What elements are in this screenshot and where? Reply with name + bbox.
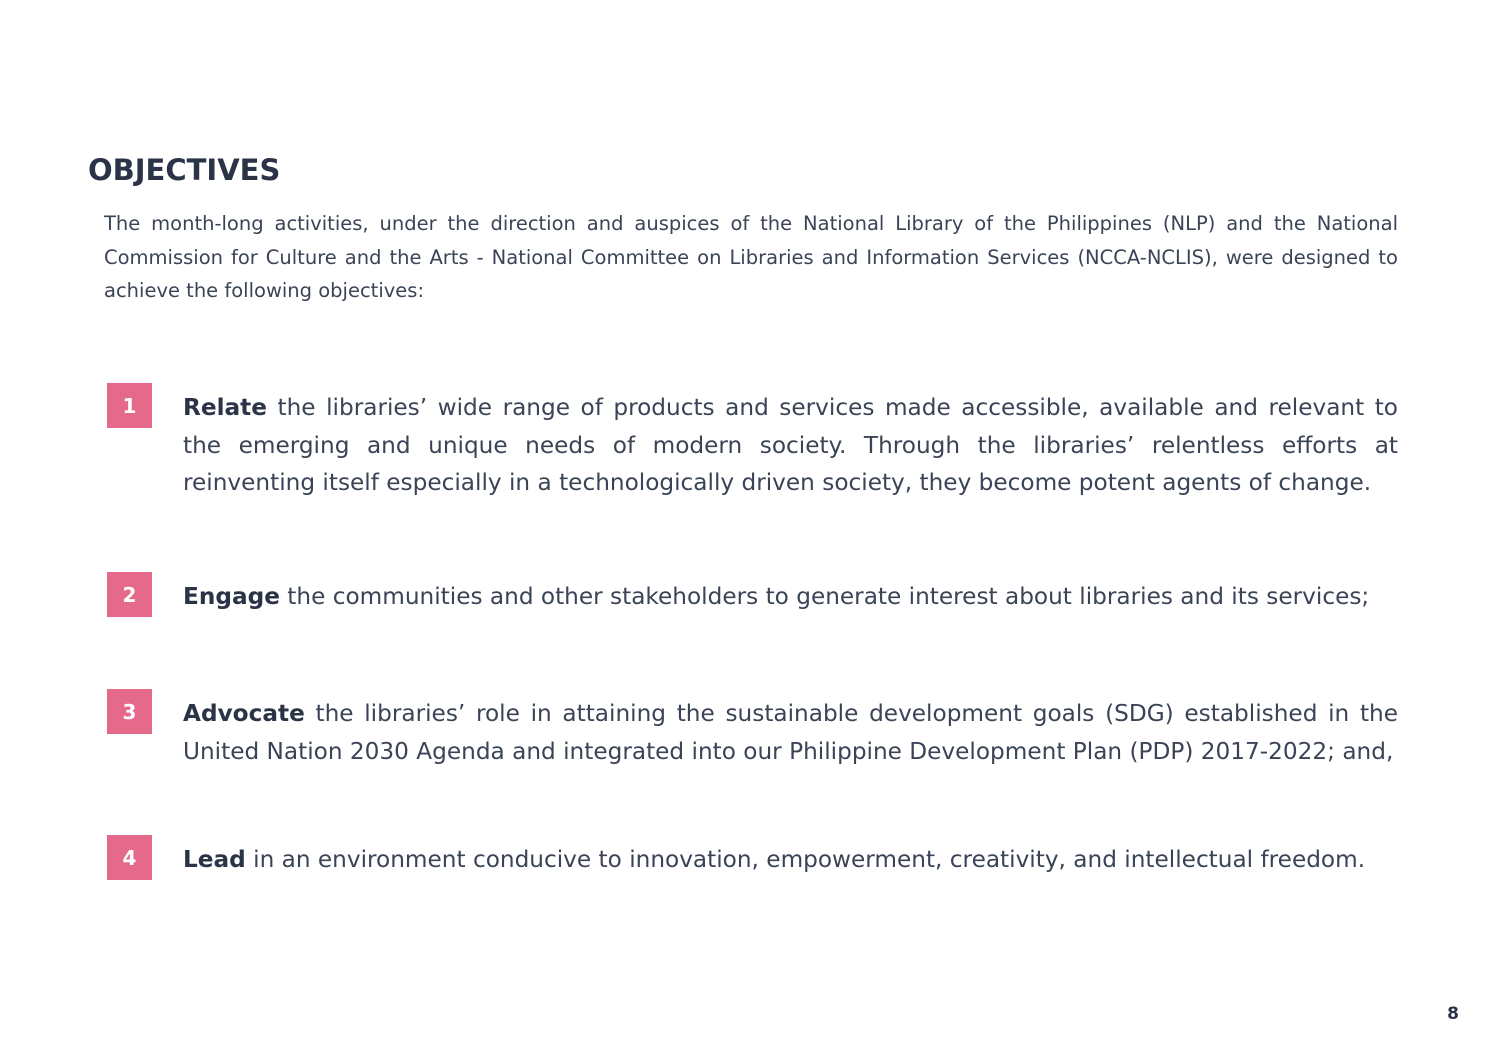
objective-body: the libraries’ wide range of products and services made accessible, available and relevant to the emerging and unique needs of modern society. Through the libraries’ relentless efforts at reinventing itself especially in a technologically driven society, they become potent agents of change. bbox=[183, 394, 1398, 496]
objective-lead-word: Engage bbox=[183, 583, 280, 610]
intro-paragraph: The month-long activities, under the direction and auspices of the National Library of the Philippines (NLP) and the National Commission for Culture and the Arts - National Committee on Libraries and Information Services (NCCA-NCLIS), were designed to achieve the following objectives: bbox=[104, 212, 1398, 302]
page-number: 8 bbox=[1447, 1004, 1459, 1024]
objective-text bbox=[183, 578, 1398, 616]
number-badge: 3 bbox=[107, 689, 152, 734]
number-badge: 1 bbox=[107, 383, 152, 428]
objective-body: the libraries’ role in attaining the sustainable development goals (SDG) established in the United Nation 2030 Agenda and integrated into our Philippine Development Plan (PDP) 2017-2022; and, bbox=[183, 700, 1398, 765]
objective-lead-word: Lead bbox=[183, 846, 246, 873]
objective-text bbox=[183, 841, 1398, 879]
objective-body: the communities and other stakeholders to generate interest about libraries and its services; bbox=[279, 583, 1370, 610]
objective-lead-word: Relate bbox=[183, 394, 267, 421]
number-badge: 2 bbox=[107, 572, 152, 617]
objective-lead-word: Advocate bbox=[183, 700, 305, 727]
objective-text bbox=[183, 695, 1398, 770]
objective-body: in an environment conducive to innovation, empowerment, creativity, and intellectual freedom. bbox=[245, 846, 1366, 873]
objective-text bbox=[183, 389, 1398, 502]
number-badge: 4 bbox=[107, 835, 152, 880]
page-title: OBJECTIVES bbox=[88, 153, 281, 187]
